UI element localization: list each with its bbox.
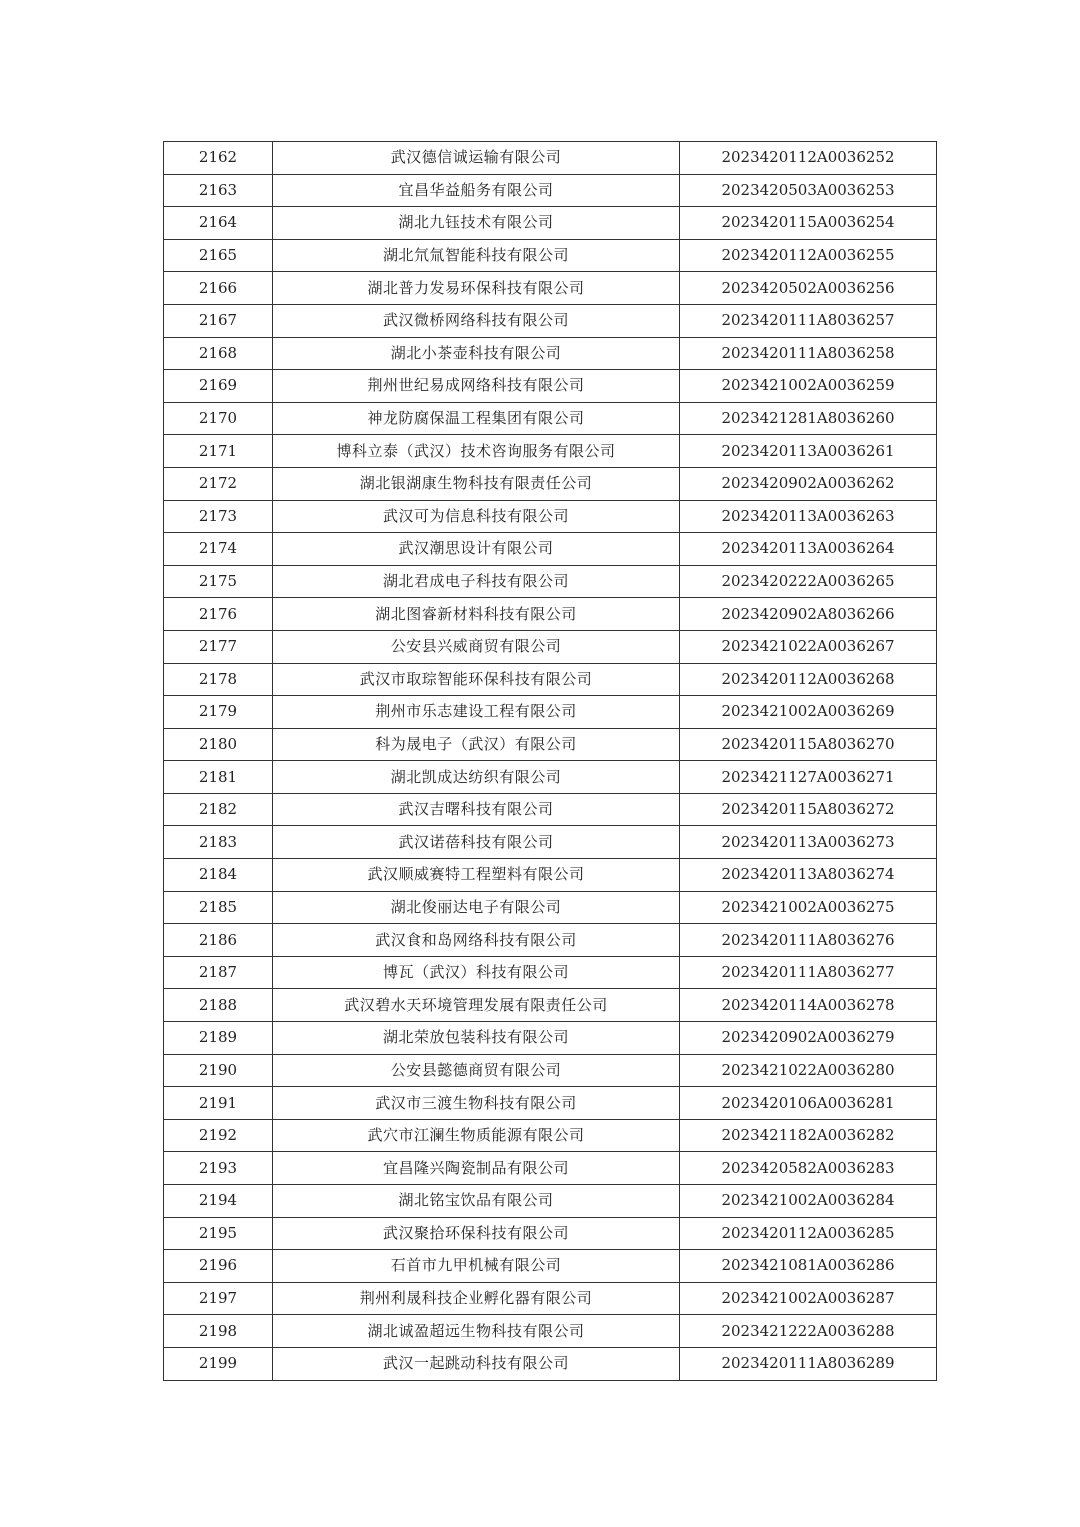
company-name-cell: 武汉市取琮智能环保科技有限公司 <box>273 663 680 696</box>
table-row <box>164 1217 937 1250</box>
row-number-cell: 2196 <box>164 1250 273 1283</box>
registration-code-cell: 2023420902A0036279 <box>680 1022 937 1055</box>
table-row <box>164 207 937 240</box>
company-name-cell: 湖北银湖康生物科技有限责任公司 <box>273 467 680 500</box>
company-name-cell: 博瓦（武汉）科技有限公司 <box>273 956 680 989</box>
table-row <box>164 956 937 989</box>
row-number-cell: 2177 <box>164 630 273 663</box>
registration-code-cell: 2023420112A0036252 <box>680 142 937 175</box>
row-number-cell: 2197 <box>164 1282 273 1315</box>
company-name-cell: 荆州市乐志建设工程有限公司 <box>273 696 680 729</box>
company-name-cell: 武汉一起跳动科技有限公司 <box>273 1347 680 1380</box>
company-name-cell: 湖北普力发易环保科技有限公司 <box>273 272 680 305</box>
table-row <box>164 467 937 500</box>
company-name-cell: 武汉潮思设计有限公司 <box>273 533 680 566</box>
table-row <box>164 1282 937 1315</box>
row-number-cell: 2168 <box>164 337 273 370</box>
row-number-cell: 2178 <box>164 663 273 696</box>
company-name-cell: 湖北凯成达纺织有限公司 <box>273 761 680 794</box>
table-row <box>164 174 937 207</box>
registration-code-cell: 2023420111A8036257 <box>680 304 937 337</box>
table-row <box>164 1250 937 1283</box>
row-number-cell: 2165 <box>164 239 273 272</box>
registration-code-cell: 2023421002A0036275 <box>680 891 937 924</box>
company-name-cell: 武汉诺蓓科技有限公司 <box>273 826 680 859</box>
table-row <box>164 370 937 403</box>
registration-code-cell: 2023420113A0036264 <box>680 533 937 566</box>
table-row <box>164 533 937 566</box>
row-number-cell: 2171 <box>164 435 273 468</box>
table-row <box>164 239 937 272</box>
company-name-cell: 湖北氘氚智能科技有限公司 <box>273 239 680 272</box>
row-number-cell: 2180 <box>164 728 273 761</box>
company-name-cell: 湖北九钰技术有限公司 <box>273 207 680 240</box>
registration-code-cell: 2023420503A0036253 <box>680 174 937 207</box>
table-row <box>164 1119 937 1152</box>
registration-code-cell: 2023421081A0036286 <box>680 1250 937 1283</box>
row-number-cell: 2176 <box>164 598 273 631</box>
row-number-cell: 2172 <box>164 467 273 500</box>
company-name-cell: 湖北小茶壶科技有限公司 <box>273 337 680 370</box>
company-name-cell: 湖北铭宝饮品有限公司 <box>273 1185 680 1218</box>
registration-code-cell: 2023421002A0036269 <box>680 696 937 729</box>
table-row <box>164 1152 937 1185</box>
company-name-cell: 武汉食和岛网络科技有限公司 <box>273 924 680 957</box>
row-number-cell: 2169 <box>164 370 273 403</box>
table-row <box>164 793 937 826</box>
table-row <box>164 989 937 1022</box>
table-row <box>164 337 937 370</box>
company-name-cell: 湖北俊丽达电子有限公司 <box>273 891 680 924</box>
company-name-cell: 武汉微桥网络科技有限公司 <box>273 304 680 337</box>
table-row <box>164 696 937 729</box>
company-name-cell: 湖北诚盈超远生物科技有限公司 <box>273 1315 680 1348</box>
table-row <box>164 1185 937 1218</box>
registration-code-cell: 2023421002A0036284 <box>680 1185 937 1218</box>
table-row <box>164 272 937 305</box>
registration-code-cell: 2023420112A0036268 <box>680 663 937 696</box>
row-number-cell: 2167 <box>164 304 273 337</box>
registration-code-cell: 2023420115A0036254 <box>680 207 937 240</box>
registration-code-cell: 2023420113A0036273 <box>680 826 937 859</box>
row-number-cell: 2199 <box>164 1347 273 1380</box>
row-number-cell: 2175 <box>164 565 273 598</box>
table-row <box>164 1054 937 1087</box>
table-row <box>164 304 937 337</box>
registration-code-cell: 2023420106A0036281 <box>680 1087 937 1120</box>
registration-code-cell: 2023420112A0036255 <box>680 239 937 272</box>
company-name-cell: 石首市九甲机械有限公司 <box>273 1250 680 1283</box>
company-name-cell: 博科立泰（武汉）技术咨询服务有限公司 <box>273 435 680 468</box>
table-row <box>164 728 937 761</box>
row-number-cell: 2187 <box>164 956 273 989</box>
registration-code-cell: 2023421002A0036259 <box>680 370 937 403</box>
table-row <box>164 1347 937 1380</box>
row-number-cell: 2174 <box>164 533 273 566</box>
registration-code-cell: 2023421002A0036287 <box>680 1282 937 1315</box>
registration-code-cell: 2023421022A0036267 <box>680 630 937 663</box>
company-name-cell: 武汉德信诚运输有限公司 <box>273 142 680 175</box>
company-name-cell: 武汉碧水天环境管理发展有限责任公司 <box>273 989 680 1022</box>
registration-code-cell: 2023420222A0036265 <box>680 565 937 598</box>
company-list-table <box>163 141 937 1381</box>
table-row <box>164 826 937 859</box>
table-body <box>164 142 937 1381</box>
company-name-cell: 武汉吉曙科技有限公司 <box>273 793 680 826</box>
table-row <box>164 402 937 435</box>
company-name-cell: 武汉聚拾环保科技有限公司 <box>273 1217 680 1250</box>
row-number-cell: 2188 <box>164 989 273 1022</box>
table-row <box>164 924 937 957</box>
row-number-cell: 2182 <box>164 793 273 826</box>
company-name-cell: 公安县懿德商贸有限公司 <box>273 1054 680 1087</box>
company-name-cell: 武汉市三渡生物科技有限公司 <box>273 1087 680 1120</box>
registration-code-cell: 2023420113A0036261 <box>680 435 937 468</box>
table-row <box>164 761 937 794</box>
registration-code-cell: 2023421222A0036288 <box>680 1315 937 1348</box>
company-name-cell: 湖北荣放包装科技有限公司 <box>273 1022 680 1055</box>
table-row <box>164 1087 937 1120</box>
company-name-cell: 公安县兴威商贸有限公司 <box>273 630 680 663</box>
row-number-cell: 2192 <box>164 1119 273 1152</box>
registration-code-cell: 2023421127A0036271 <box>680 761 937 794</box>
row-number-cell: 2189 <box>164 1022 273 1055</box>
table-row <box>164 1022 937 1055</box>
row-number-cell: 2170 <box>164 402 273 435</box>
registration-code-cell: 2023420115A8036272 <box>680 793 937 826</box>
registration-code-cell: 2023420111A8036277 <box>680 956 937 989</box>
row-number-cell: 2163 <box>164 174 273 207</box>
row-number-cell: 2184 <box>164 859 273 892</box>
row-number-cell: 2195 <box>164 1217 273 1250</box>
company-name-cell: 荆州世纪易成网络科技有限公司 <box>273 370 680 403</box>
table-row <box>164 565 937 598</box>
table-row <box>164 630 937 663</box>
row-number-cell: 2164 <box>164 207 273 240</box>
row-number-cell: 2185 <box>164 891 273 924</box>
row-number-cell: 2191 <box>164 1087 273 1120</box>
row-number-cell: 2179 <box>164 696 273 729</box>
registration-code-cell: 2023421022A0036280 <box>680 1054 937 1087</box>
registration-code-cell: 2023420115A8036270 <box>680 728 937 761</box>
company-name-cell: 武汉可为信息科技有限公司 <box>273 500 680 533</box>
company-name-cell: 荆州利晟科技企业孵化器有限公司 <box>273 1282 680 1315</box>
registration-code-cell: 2023421182A0036282 <box>680 1119 937 1152</box>
registration-code-cell: 2023420902A8036266 <box>680 598 937 631</box>
row-number-cell: 2194 <box>164 1185 273 1218</box>
table-row <box>164 663 937 696</box>
registration-code-cell: 2023420114A0036278 <box>680 989 937 1022</box>
company-name-cell: 科为晟电子（武汉）有限公司 <box>273 728 680 761</box>
row-number-cell: 2186 <box>164 924 273 957</box>
registration-code-cell: 2023420113A0036263 <box>680 500 937 533</box>
registration-code-cell: 2023420502A0036256 <box>680 272 937 305</box>
company-name-cell: 宜昌隆兴陶瓷制品有限公司 <box>273 1152 680 1185</box>
row-number-cell: 2162 <box>164 142 273 175</box>
row-number-cell: 2173 <box>164 500 273 533</box>
row-number-cell: 2181 <box>164 761 273 794</box>
table-row <box>164 859 937 892</box>
row-number-cell: 2190 <box>164 1054 273 1087</box>
company-name-cell: 武汉顺威赛特工程塑料有限公司 <box>273 859 680 892</box>
registration-code-cell: 2023420111A8036276 <box>680 924 937 957</box>
registration-code-cell: 2023420113A8036274 <box>680 859 937 892</box>
company-name-cell: 湖北君成电子科技有限公司 <box>273 565 680 598</box>
registration-code-cell: 2023420902A0036262 <box>680 467 937 500</box>
table-row <box>164 142 937 175</box>
row-number-cell: 2166 <box>164 272 273 305</box>
company-name-cell: 神龙防腐保温工程集团有限公司 <box>273 402 680 435</box>
registration-code-cell: 2023420111A8036289 <box>680 1347 937 1380</box>
row-number-cell: 2193 <box>164 1152 273 1185</box>
registration-code-cell: 2023420111A8036258 <box>680 337 937 370</box>
table-row <box>164 891 937 924</box>
registration-code-cell: 2023420112A0036285 <box>680 1217 937 1250</box>
table-row <box>164 1315 937 1348</box>
row-number-cell: 2198 <box>164 1315 273 1348</box>
company-name-cell: 武穴市江澜生物质能源有限公司 <box>273 1119 680 1152</box>
row-number-cell: 2183 <box>164 826 273 859</box>
company-name-cell: 湖北图睿新材料科技有限公司 <box>273 598 680 631</box>
registration-code-cell: 2023420582A0036283 <box>680 1152 937 1185</box>
table-row <box>164 598 937 631</box>
table-row <box>164 435 937 468</box>
table-row <box>164 500 937 533</box>
registration-code-cell: 2023421281A8036260 <box>680 402 937 435</box>
company-name-cell: 宜昌华益船务有限公司 <box>273 174 680 207</box>
